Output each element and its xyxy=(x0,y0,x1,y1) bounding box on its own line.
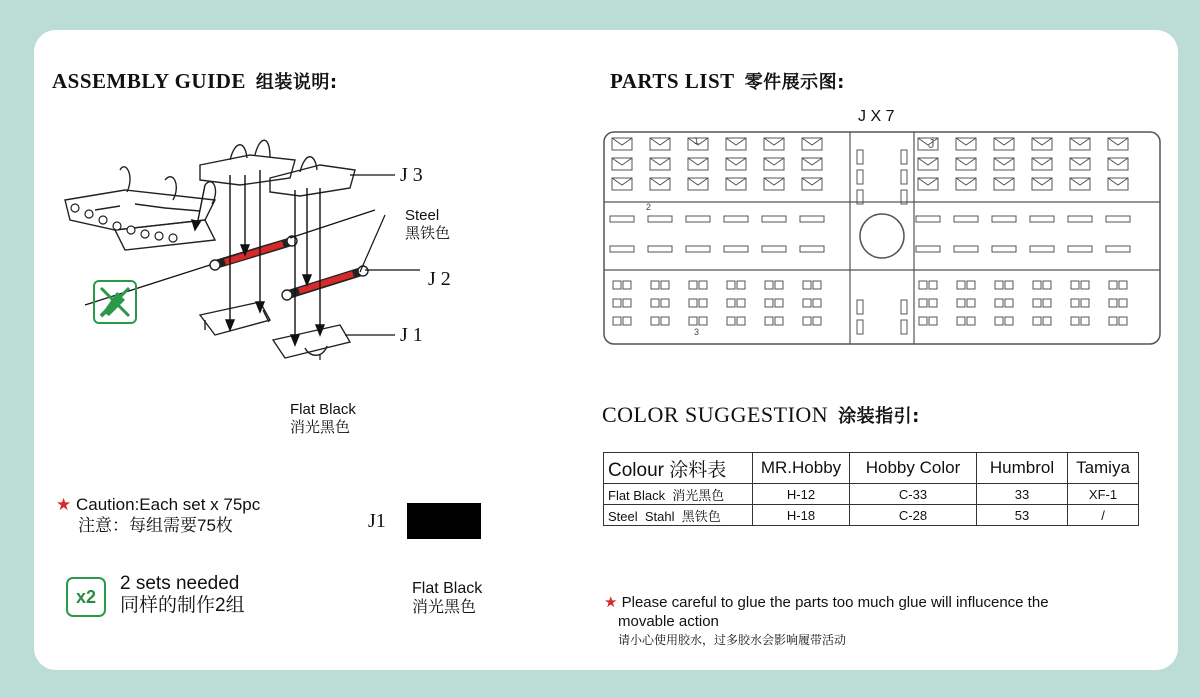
table-row: Steel Stahl 黑铁色 H-18 C-28 53 / xyxy=(604,505,1139,526)
sprue-part xyxy=(1109,281,1117,289)
table-row: Flat Black 消光黑色 H-12 C-33 33 XF-1 xyxy=(604,484,1139,505)
sprue-part xyxy=(994,158,1014,165)
sprue-part xyxy=(650,178,670,185)
sprue-part xyxy=(803,299,811,307)
sprue-part xyxy=(802,138,822,145)
sprue-part xyxy=(764,138,784,145)
sprue-part xyxy=(699,317,707,325)
sprue-part xyxy=(612,178,632,185)
sprue-part xyxy=(775,281,783,289)
sprue-part xyxy=(775,317,783,325)
color-suggestion-heading: COLOR SUGGESTION 涂装指引: xyxy=(602,402,920,427)
sprue-part xyxy=(648,246,672,252)
sprue-part xyxy=(995,317,1003,325)
sprue-part xyxy=(724,246,748,252)
sprue-part xyxy=(1108,138,1128,145)
sprue-part xyxy=(686,216,710,222)
flat-black-swatch xyxy=(407,503,481,539)
no-glue-icon xyxy=(93,280,137,324)
sprue-part xyxy=(613,317,621,325)
sprue-part xyxy=(1119,281,1127,289)
sprue-part xyxy=(1005,317,1013,325)
sprue-number-3: 3 xyxy=(694,327,700,337)
sprue-part xyxy=(954,246,978,252)
sprue-part xyxy=(650,138,670,145)
sprue-part xyxy=(651,299,659,307)
sprue-part xyxy=(992,246,1016,252)
sprue-part xyxy=(613,281,621,289)
sprue-part xyxy=(686,246,710,252)
header-humbrol: Humbrol xyxy=(977,453,1068,484)
sprue-part xyxy=(623,281,631,289)
part-label-j1: J 1 xyxy=(400,324,423,346)
sprue-part xyxy=(813,299,821,307)
sprue-part xyxy=(857,150,863,164)
sprue-part xyxy=(803,317,811,325)
sprue-part xyxy=(699,299,707,307)
sprue-number-1: 1 xyxy=(694,136,700,146)
sprue-part xyxy=(857,300,863,314)
sprue-diagram xyxy=(602,130,1162,346)
sprue-part xyxy=(699,281,707,289)
sprue-part xyxy=(803,281,811,289)
sprue-part xyxy=(918,158,938,165)
sprue-part xyxy=(727,281,735,289)
sprue-part xyxy=(1071,281,1079,289)
sprue-part xyxy=(1071,317,1079,325)
sprue-part xyxy=(1108,158,1128,165)
sprue-part xyxy=(1119,299,1127,307)
sprue-part xyxy=(1068,216,1092,222)
header-mr-hobby: MR.Hobby xyxy=(753,453,850,484)
sprue-part xyxy=(919,281,927,289)
sprue-part xyxy=(612,138,632,145)
sprue-part xyxy=(956,178,976,185)
sprue-part xyxy=(1033,281,1041,289)
sprue-part xyxy=(967,317,975,325)
sprue-part xyxy=(1043,281,1051,289)
star-icon: ★ xyxy=(604,594,618,611)
sprue-part xyxy=(775,299,783,307)
sprue-part xyxy=(1081,317,1089,325)
color-table-header xyxy=(604,453,1139,484)
part-label-j3: J 3 xyxy=(400,164,423,186)
header-colour: Colour 涂料表 xyxy=(604,453,753,484)
caution-note: ★ Caution:Each set x 75pc 注意：每组需要75枚 xyxy=(56,495,261,535)
sprue-part xyxy=(623,317,631,325)
sprue-part xyxy=(901,300,907,314)
sprue-part xyxy=(919,299,927,307)
sprue-part xyxy=(1030,246,1054,252)
flat-black-label: Flat Black 消光黑色 xyxy=(290,401,356,436)
sprue-part xyxy=(1043,317,1051,325)
sprue-part xyxy=(1032,178,1052,185)
sprue-part xyxy=(929,281,937,289)
sprue-part xyxy=(737,281,745,289)
sprue-part xyxy=(1070,158,1090,165)
glue-note: ★ Please careful to glue the parts too much glue will influcence the movable action 请小心使用胶水，过多胶水会影响履带活动 xyxy=(604,594,1049,647)
sprue-part xyxy=(1071,299,1079,307)
sprue-part xyxy=(689,281,697,289)
header-tamiya: Tamiya xyxy=(1068,453,1139,484)
sprue-part xyxy=(727,317,735,325)
sprue-part xyxy=(1081,299,1089,307)
sprue-count: J X 7 xyxy=(858,108,895,125)
sprue-part xyxy=(956,158,976,165)
sprue-part xyxy=(1043,299,1051,307)
sprue-part xyxy=(1033,299,1041,307)
sprue-part xyxy=(1070,138,1090,145)
sprue-part xyxy=(802,158,822,165)
sprue-part xyxy=(737,299,745,307)
sprue-part xyxy=(765,281,773,289)
sprue-part xyxy=(1119,317,1127,325)
header-hobby-color: Hobby Color xyxy=(850,453,977,484)
sprue-number-2: 2 xyxy=(646,202,652,212)
sprue-part xyxy=(901,170,907,184)
sprue-part xyxy=(726,158,746,165)
sprue-part xyxy=(765,317,773,325)
sets-badge: x2 xyxy=(66,577,106,617)
sprue-part xyxy=(737,317,745,325)
sprue-part xyxy=(1032,158,1052,165)
assembly-guide-heading: ASSEMBLY GUIDE 组装说明: xyxy=(52,69,338,93)
sprue-part xyxy=(1106,246,1130,252)
sprue-part xyxy=(1033,317,1041,325)
sprue-part xyxy=(1032,138,1052,145)
steel-label: Steel 黑铁色 xyxy=(405,207,451,242)
sprue-part xyxy=(813,317,821,325)
sprue-part xyxy=(689,299,697,307)
sprue-part xyxy=(610,216,634,222)
sprue-part xyxy=(650,158,670,165)
sprue-part xyxy=(1106,216,1130,222)
sprue-part xyxy=(929,299,937,307)
sprue-part xyxy=(995,281,1003,289)
sprue-part xyxy=(1070,178,1090,185)
sprue-letter: J xyxy=(928,136,935,151)
sprue-part xyxy=(957,299,965,307)
sprue-part xyxy=(726,138,746,145)
sprue-part xyxy=(612,158,632,165)
sprue-part xyxy=(661,299,669,307)
sprue-part xyxy=(1109,299,1117,307)
sprue-part xyxy=(994,178,1014,185)
sprue-part xyxy=(689,317,697,325)
sprue-part xyxy=(929,317,937,325)
sprue-part xyxy=(688,158,708,165)
sprue-part xyxy=(967,281,975,289)
sprue-part xyxy=(800,216,824,222)
sprue-part xyxy=(857,320,863,334)
sprue-part xyxy=(957,281,965,289)
sprue-part xyxy=(813,281,821,289)
sprue-part xyxy=(901,150,907,164)
sprue-part xyxy=(1081,281,1089,289)
sprue-part xyxy=(916,246,940,252)
sets-note: 2 sets needed 同样的制作2组 xyxy=(120,573,245,616)
sprue-part xyxy=(994,138,1014,145)
sprue-part xyxy=(1108,178,1128,185)
sprue-part xyxy=(992,216,1016,222)
sprue-part xyxy=(857,170,863,184)
sprue-part xyxy=(802,178,822,185)
sprue-part xyxy=(661,317,669,325)
parts-list-heading: PARTS LIST 零件展示图: xyxy=(610,69,845,93)
sprue-part xyxy=(726,178,746,185)
sprue-part xyxy=(610,246,634,252)
sprue-part xyxy=(901,320,907,334)
sprue-part xyxy=(724,216,748,222)
sprue-part xyxy=(995,299,1003,307)
swatch-caption: Flat Black 消光黑色 xyxy=(412,580,483,616)
sprue-part xyxy=(919,317,927,325)
sprue-part xyxy=(954,216,978,222)
sprue-part xyxy=(688,178,708,185)
sprue-part xyxy=(661,281,669,289)
sprue-part xyxy=(956,138,976,145)
sprue-part xyxy=(764,178,784,185)
sprue-part xyxy=(727,299,735,307)
sprue-part xyxy=(1005,281,1013,289)
sprue-part xyxy=(916,216,940,222)
sprue-part xyxy=(623,299,631,307)
star-icon: ★ xyxy=(56,495,72,514)
sprue-part xyxy=(651,281,659,289)
swatch-label: J1 xyxy=(368,510,386,532)
sprue-part xyxy=(1030,216,1054,222)
sprue-part xyxy=(967,299,975,307)
sprue-part xyxy=(1005,299,1013,307)
sprue-part xyxy=(764,158,784,165)
sprue-part xyxy=(762,246,786,252)
color-table xyxy=(603,452,1139,526)
sprue-part xyxy=(1109,317,1117,325)
sprue-part xyxy=(648,216,672,222)
sprue-part xyxy=(957,317,965,325)
part-label-j2: J 2 xyxy=(428,268,451,290)
sprue-part xyxy=(800,246,824,252)
sprue-part xyxy=(651,317,659,325)
sprue-part xyxy=(762,216,786,222)
sprue-part xyxy=(1068,246,1092,252)
sprue-part xyxy=(918,178,938,185)
sprue-part xyxy=(765,299,773,307)
sprue-part xyxy=(613,299,621,307)
